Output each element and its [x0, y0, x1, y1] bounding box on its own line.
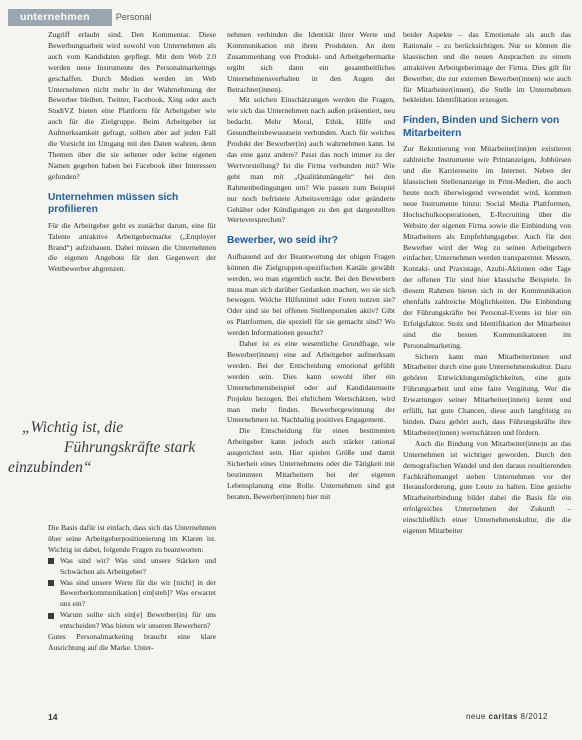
subsection-label: Personal	[115, 12, 152, 22]
paragraph: Die Entscheidung für einen bestimmten Arbeitgeber kann jedoch auch stärker rational ausgerichtet sein. Hier spielen Größe und damit Sicherheit eines Unternehmens oder die Tätigkeit mit bestimmten Mitarbeitern bei der eigenen Lebensplanung eine Rolle. Unternehmen sind gut beraten, Bewerber(innen) hier mit	[227, 426, 395, 501]
column-2	[227, 30, 395, 503]
paragraph: Gutes Personalmarketing braucht eine klare Ausrichtung auf die Marke. Unter-	[48, 632, 216, 652]
paragraph: beider Aspekte – das Emotionale als auch das Rationale – zu berücksichtigen. Nur so können die klassischen und die neuen Ansprachen zu einem attraktiven Arbeitgeberimage der Firma. Dies gilt für Bewerber, die zur externen Bewerber(innen) wie auch für Mitarbeiter(innen), die Stelle im Unternehmen bekleiden. Identifikation erzeugen.	[403, 30, 571, 105]
bullet-square-icon	[48, 580, 54, 586]
page-footer	[0, 712, 582, 726]
quote-line: einzubinden“	[8, 459, 92, 476]
paragraph: Zur Rekrutierung von Mitarbeiter(inn)en existieren zahlreiche Instrumente wie Printanzeigen, Jobbörsen und die Karriereseite im Internet. Neben der klassischen Stellenanzeige in Print-Medien, die auch heute noch überwiegend verwendet wird, kommen neue Instrumente hinzu: Social Media Plattformen, Hochschulkooperationen, E-Recruiting über die Website der eigenen Firma sowie die Einbindung von Mitarbeitern als Empfehlungsgeber. Auch für den Bewerber wird der Weg zu seinen Arbeitgebern einfacher, Unternehmen werden transparenter. Messen, Kontakt- und Praxistage, Azubi-Aktionen oder Tage der offenen Tür sind hier klassische Beispiele. In diesem Rahmen bieten sich in der Kommunikation ebenfalls zahlreiche Möglichkeiten. Die Einbindung der Führungskräfte bei Personal-Events ist hier ein Erfolgsfaktor. Stolz und Identifikation der Mitarbeiter sind die besten Kommunikatoren im Personalmarketing.	[403, 144, 571, 350]
question-list	[48, 556, 216, 632]
bullet-square-icon	[48, 558, 54, 564]
subheading-finden-binden: Finden, Binden und Sichern von Mitarbeitern	[403, 115, 560, 139]
subheading-bewerber: Bewerber, wo seid ihr?	[227, 235, 338, 247]
column-3	[403, 30, 571, 537]
list-item: Was sind unsere Werte für die wir [nicht] in der Bewerberkommunikation] ein[steh]? Was erwartet uns ein?	[48, 578, 216, 611]
quote-line: „Wichtig ist, die	[22, 419, 124, 436]
paragraph: Auch die Bindung von Mitarbeiter(inne)n an das Unternehmen ist wichtiger geworden. Durch den demografischen Wandel und den daraus resultierenden Fachkräftemangel stehen Unternehmen vor der Herausforderung, gute Leute zu halten. Eine gezielte Mitarbeiterbindung bildet dabei die Basis für ein erfolgreiches Unternehmen der Zukunft – einschließlich einer Unternehmenskultur, die die eigenen Mitarbeiter	[403, 438, 571, 536]
paragraph: Für die Arbeitgeber geht es zunächst darum, eine für Talente attraktive Arbeitgebermarke („Employer Brand“) aufzubauen. Dabei müssen die Unternehmen die eigenen Angebote für den Gegenwert der Wettbewerber abgrenzen.	[48, 220, 216, 274]
column-1-lower	[48, 523, 216, 654]
paragraph: Mit solchen Einschätzungen werden die Fragen, wie sich das Unternehmen nach außen präsentiert, neu bedacht. Mehr Moral, Ethik, Hilfe und Gesundheitsbewusstsein verbunden. Auch für welches Produkt der Bewerber(in) auch wahrnehmen kann. Ist das eine ganz andere? Passt das noch immer zu der Wertvorstellung? Ist die Firma verbunden mit? Wie geht man mit „Qualitätsmängeln“ bei den Rahmenbedingungen um? Wie passen zum Beispiel nur noch befristete Arbeitsverträge oder geänderte Gehälter oder Kündigungen zu den gut dargestellten Werteversprechen?	[227, 95, 395, 225]
page-number: 14	[48, 712, 58, 722]
quote-line: Führungskräfte stark	[64, 439, 196, 456]
section-header	[8, 8, 151, 26]
column-1	[48, 30, 216, 275]
paragraph: Sichern kann man Mitarbeiterinnen und Mitarbeiter durch eine gute Unternehmenskultur. Dazu gehören Entwicklungsmöglichkeiten, eine gute Führungsarbeit und eine faire Vergütung. Wer die Erwartungen seiner Mitarbeiter(innen) kennt und erfüllt, hat gute Chancen, diese auch langfristig zu binden. Dazu gehört auch, dass Führungskräfte ihre Mitarbeiter(innen) wertschätzen und fördern.	[403, 351, 571, 437]
paragraph: Aufbauend auf der Beantwortung der obigen Fragen können die Zielgruppen-spezifischen Kanäle gewählt werden, wo man eigentlich sucht. Bei den Bewerbern muss man sich darüber Gedanken machen, wo sie sich bewegen. Welche Hilfsmittel oder Foren nutzen sie? Oder sind sie bei offenen Stellenportalen aktiv? Gibt es Plattformen, die speziell für sie gemacht sind? Wo werden Informationen gesucht?	[227, 251, 395, 338]
subheading-profilieren: Unternehmen müssen sich profilieren	[48, 191, 179, 216]
paragraph: Daher ist es eine wesentliche Grundfrage, wie Bewerber(innen) eine auf Arbeitgeber aufmerksam werden. Bei der Entscheidung emotional gefühlt werden sein. Dies kann sowohl über ein Unternehmensbeispiel oder auf Kandidatenseite Projekte bezogen. Bei ehrlichem Wertschätzen, wird man mehr finden. Bewerbergewinnung der Unternehmen ist. Nachhaltig positives Engagement.	[227, 339, 395, 425]
paragraph: Die Basis dafür ist einfach, dass sich das Unternehmen über seine Arbeitgeberpositionierung im Klaren ist. Wichtig ist dabei, folgende Fragen zu beantworten:	[48, 523, 216, 554]
paragraph: Zugriff erlaubt sind. Den Kommentar. Diese Bewerbungsarbeit wird sowohl von Unternehmen als auch vom Kandidaten gepflegt. Mit dem Web 2.0 werden neue Instrumente des Personalmarketings geschaffen. Durch Medien werden im Web Unternehmen nicht mehr in der Wahrnehmung der Bewerber bleiben. Twitter, Facebook, Xing oder auch StudiVZ bieten eine Plattform für Arbeitgeber wie auch für die Zielgruppe. Beim Arbeitgeber ist Aufmerksamkeit gefragt, sollten aber auf jeden Fall die Vorsicht im Umgang mit den Daten wahren, denn Themen über die sie seltener oder keine eigenen Namen gegeben haben bei Facebook über Interessen gefunden?	[48, 30, 216, 181]
list-item: Was sind wir? Was sind unsere Stärken und Schwächen als Arbeitgeber?	[48, 556, 216, 578]
magazine-title: neue caritas 8/2012	[465, 712, 548, 721]
list-item: Warum sollte sich ein[e] Bewerber(in) für uns entscheiden? Was bieten wir unseren Bewerbern?	[48, 610, 216, 632]
paragraph: nehmen verbinden die Identität ihrer Werte und Kommunikation mit ihren Produkten. An dem Zusammenhang von Produkt- und Arbeitgebermarke ergibt sich dann ein gesamtheitliches Unternehmensverhalten in den Augen der Betrachter(innen).	[227, 30, 395, 94]
bullet-square-icon	[48, 613, 54, 619]
pull-quote	[8, 418, 218, 478]
section-tag: unternehmen	[8, 9, 112, 26]
